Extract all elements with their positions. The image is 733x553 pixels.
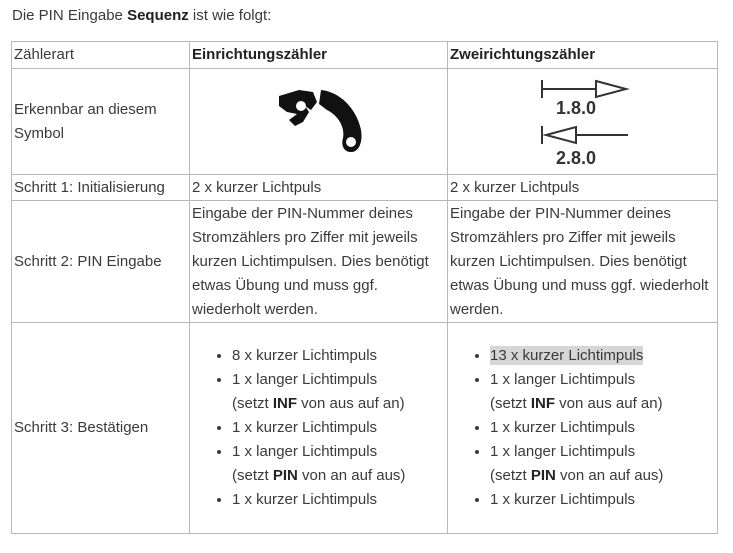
list-item <box>232 416 445 440</box>
list-item-text: 1 x langer Lichtimpuls <box>490 443 636 460</box>
list-item <box>232 344 445 368</box>
intro-text <box>12 7 271 25</box>
list-item-text: 1 x langer Lichtimpuls <box>232 371 378 388</box>
two-way-symbol-cell <box>448 69 718 175</box>
list-item-note: (setzt <box>490 395 531 412</box>
intro-before: Die PIN Eingabe <box>12 7 128 24</box>
step3-label: Schritt 3: Bestätigen <box>12 323 190 534</box>
list-item <box>232 368 445 416</box>
step2-two-way: Eingabe der PIN-Nummer deines Stromzählers pro Ziffer mit jeweils kurzen Lichtimpulsen. Dies benötigt etwas Übung und muss ggf. wiederholt werden. <box>448 201 718 323</box>
arrow-bottom-label: 2.8.0 <box>555 147 596 168</box>
list-item-text: 1 x kurzer Lichtimpuls <box>490 419 636 436</box>
list-item-text: 1 x langer Lichtimpuls <box>490 371 636 388</box>
header-einrichtungszaehler <box>190 42 448 69</box>
step3-one-way <box>190 323 448 534</box>
header-einrichtungszaehler-text: Einrichtungszähler <box>192 46 328 63</box>
list-item-bold: PIN <box>272 467 298 484</box>
list-item <box>490 416 715 440</box>
step2-label: Schritt 2: PIN Eingabe <box>12 201 190 323</box>
list-item <box>490 488 715 512</box>
pin-sequence-table <box>11 41 718 534</box>
symbol-row-label: Erkennbar an diesem Symbol <box>12 69 190 175</box>
list-item-text: 1 x kurzer Lichtimpuls <box>232 419 378 436</box>
list-item <box>490 440 715 488</box>
list-item-text: 8 x kurzer Lichtimpuls <box>232 347 378 364</box>
one-way-symbol-cell <box>190 69 448 175</box>
header-zaehlerart: Zählerart <box>12 42 190 69</box>
table-row-step2 <box>12 201 718 323</box>
list-item-bold: INF <box>272 395 298 412</box>
list-item-text: 1 x kurzer Lichtimpuls <box>232 491 378 508</box>
list-item <box>490 368 715 416</box>
table-row-symbol <box>12 69 718 175</box>
list-item-note: (setzt <box>232 395 273 412</box>
list-item-note: (setzt <box>490 467 531 484</box>
header-zweirichtungszaehler <box>448 42 718 69</box>
list-item-text: 1 x kurzer Lichtimpuls <box>490 491 636 508</box>
list-item-note: von an auf aus) <box>555 467 664 484</box>
intro-bold-sequenz: Sequenz <box>127 7 189 24</box>
zweirichtungszaehler-icon <box>528 76 638 168</box>
table-row-step1 <box>12 175 718 201</box>
step3-two-way-list <box>450 344 715 512</box>
table-row-step3 <box>12 323 718 534</box>
list-item-note: von aus auf an) <box>297 395 405 412</box>
intro-after: ist wie folgt: <box>188 7 272 24</box>
list-item <box>232 488 445 512</box>
step3-one-way-list <box>192 344 445 512</box>
header-zweirichtungszaehler-text: Zweirichtungszähler <box>450 46 596 63</box>
list-item-text: 1 x langer Lichtimpuls <box>232 443 378 460</box>
step2-one-way: Eingabe der PIN-Nummer deines Stromzählers pro Ziffer mit jeweils kurzen Lichtimpulsen. Dies benötigt etwas Übung und muss ggf. wiederholt werden. <box>190 201 448 323</box>
list-item-note: (setzt <box>232 467 273 484</box>
highlighted-list-item-text: 13 x kurzer Lichtimpuls <box>490 347 644 364</box>
einrichtungszaehler-icon <box>269 82 369 162</box>
list-item-note: von an auf aus) <box>297 467 406 484</box>
list-item <box>232 440 445 488</box>
step1-label: Schritt 1: Initialisierung <box>12 175 190 201</box>
list-item <box>490 344 715 368</box>
step1-one-way: 2 x kurzer Lichtpuls <box>190 175 448 201</box>
list-item-note: von aus auf an) <box>555 395 663 412</box>
step3-two-way <box>448 323 718 534</box>
list-item-bold: INF <box>530 395 556 412</box>
step1-two-way: 2 x kurzer Lichtpuls <box>448 175 718 201</box>
arrow-top-label: 1.8.0 <box>555 97 596 118</box>
list-item-bold: PIN <box>530 467 556 484</box>
table-header-row <box>12 42 718 69</box>
